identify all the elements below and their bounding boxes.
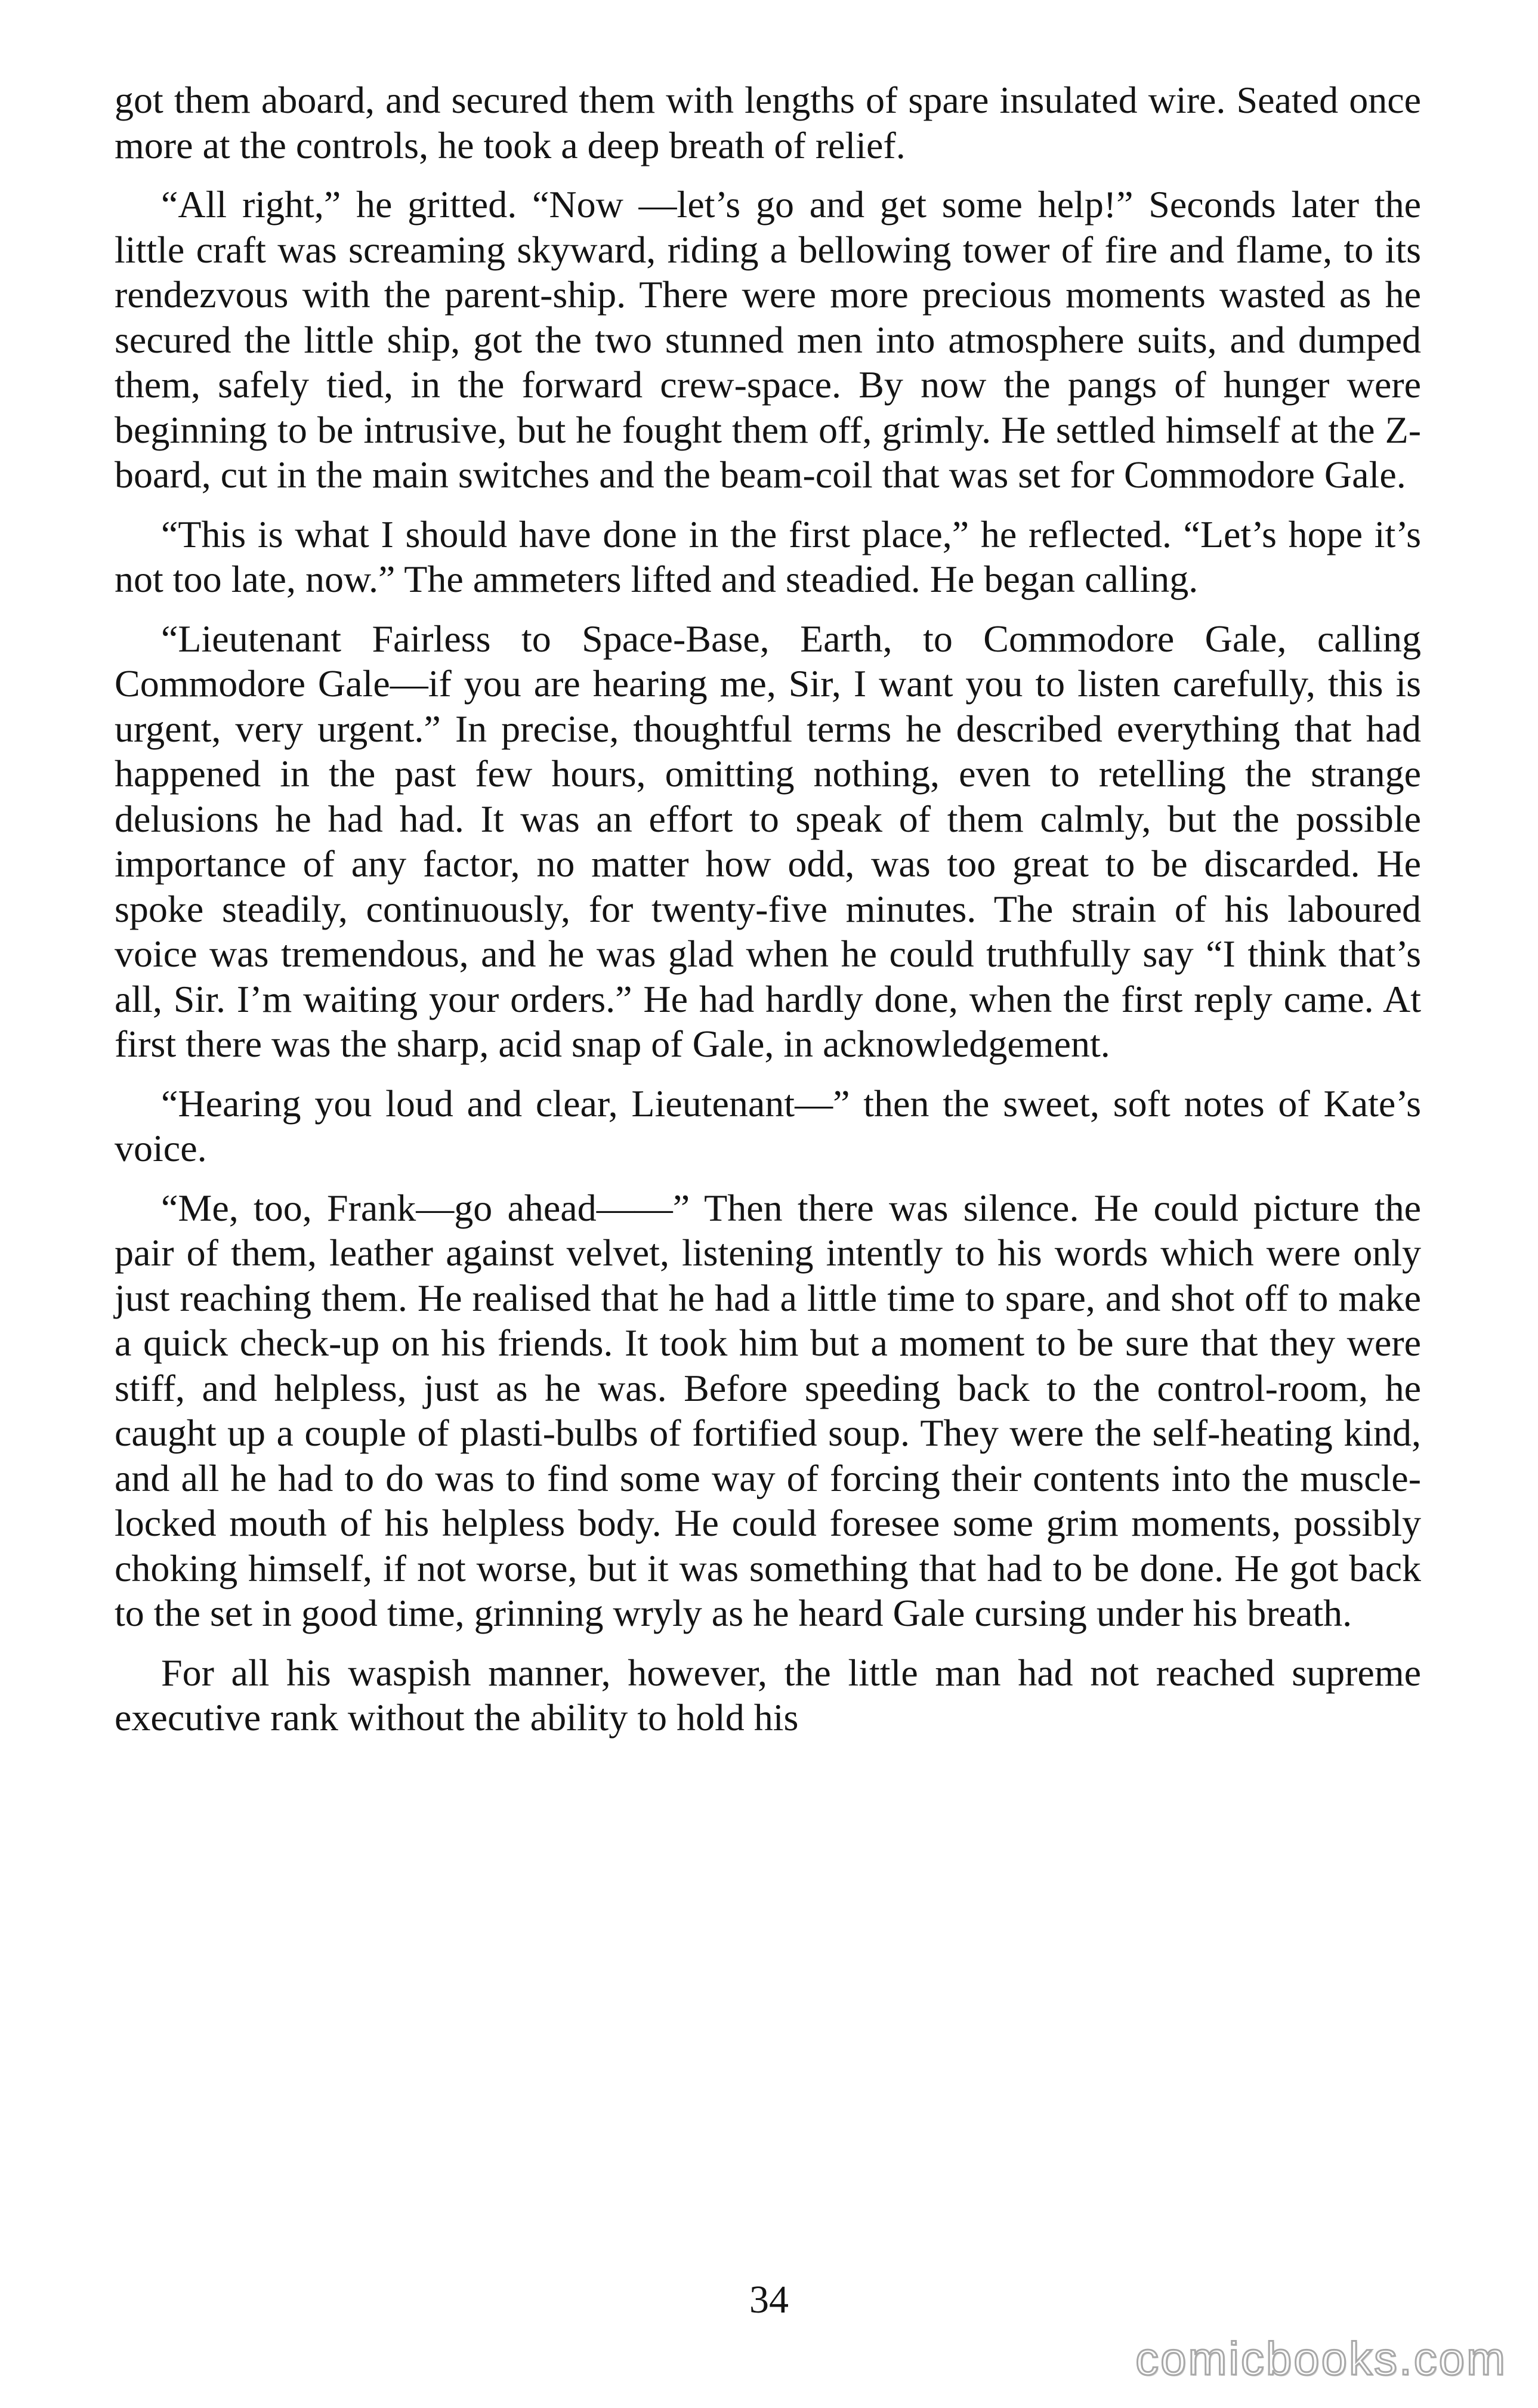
paragraph: “Lieutenant Fairless to Space-Base, Earth, to Commodore Gale, calling Commodore Gale—if you are hearing me, Sir, I want you to listen carefully, this is urgent, very urgent.” In precise, thoughtful terms he described everything that had happened in the past few hours, omitting nothing, even to retelling the strange delusions he had had. It was an effort to speak of them calmly, but the possible importance of any factor, no matter how odd, was too great to be discarded. He spoke steadily, continuously, for twenty-five minutes. The strain of his laboured voice was tremendous, and he was glad when he could truthfully say “I think that’s all, Sir. I’m waiting your orders.” He had hardly done, when the first reply came. At first there was the sharp, acid snap of Gale, in acknowledgement. [115, 617, 1421, 1065]
paragraph: got them aboard, and secured them with lengths of spare insulated wire. Seated once more at the controls, he took a deep breath of relief. [115, 79, 1421, 166]
page-number: 34 [749, 2278, 789, 2321]
watermark: comicbooks.com [1135, 2332, 1507, 2385]
paragraph: “Me, too, Frank—go ahead——” Then there was silence. He could picture the pair of them, leather against velvet, listening intently to his words which were only just reaching them. He realised that he had a little time to spare, and shot off to make a quick check-up on his friends. It took him but a moment to be sure that they were stiff, and helpless, just as he was. Before speeding back to the control-room, he caught up a couple of plasti-bulbs of fortified soup. They were the self-heating kind, and all he had to do was to find some way of forcing their contents into the muscle-locked mouth of his helpless body. He could foresee some grim moments, possibly choking himself, if not worse, but it was something that had to be done. He got back to the set in good time, grinning wryly as he heard Gale cursing under his breath. [115, 1186, 1421, 1634]
paragraph: “All right,” he gritted. “Now —let’s go and get some help!” Seconds later the little craft was screaming skyward, riding a bellowing tower of fire and flame, to its rendezvous with the parent-ship. There were more precious moments wasted as he secured the little ship, got the two stunned men into atmosphere suits, and dumped them, safely tied, in the forward crew-space. By now the pangs of hunger were beginning to be intrusive, but he fought them off, grimly. He settled himself at the Z-board, cut in the main switches and the beam-coil that was set for Commodore Gale. [115, 183, 1421, 496]
paragraph: For all his waspish manner, however, the little man had not reached supreme executive rank without the ability to hold his [115, 1651, 1421, 1739]
paragraph: “Hearing you loud and clear, Lieutenant—” then the sweet, soft notes of Kate’s voice. [115, 1082, 1421, 1169]
page-text [115, 78, 1421, 1755]
paragraph: “This is what I should have done in the first place,” he reflected. “Let’s hope it’s not too late, now.” The ammeters lifted and steadied. He began calling. [115, 513, 1421, 600]
